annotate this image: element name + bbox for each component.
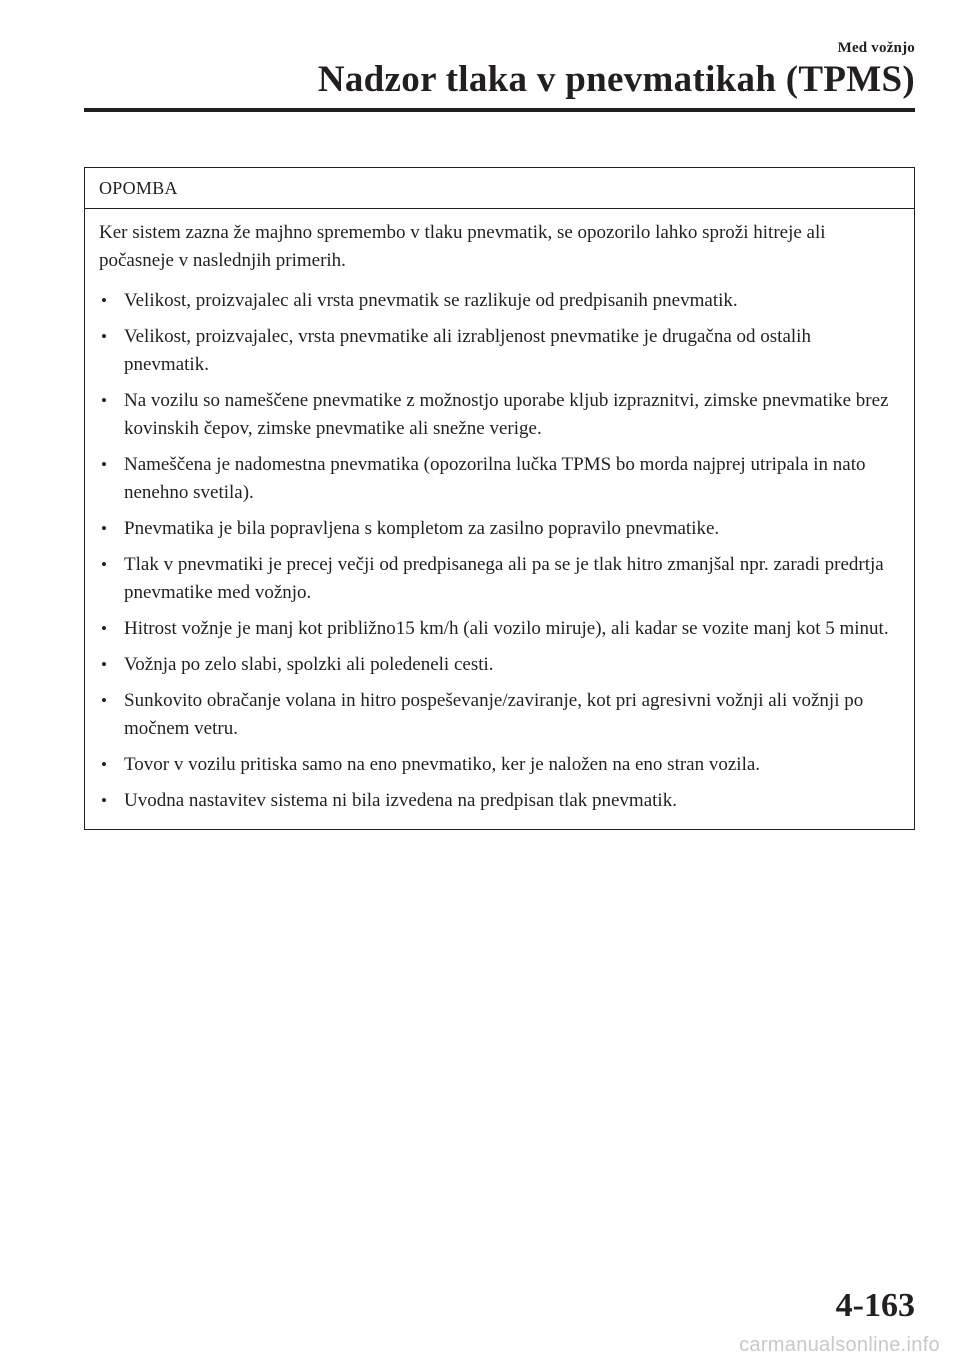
list-item [99,451,900,507]
list-item-text: Pnevmatika je bila popravljena s kompletom za zasilno popravilo pnevmatike. [124,518,720,539]
list-item-text: Uvodna nastavitev sistema ni bila izvedena na predpisan tlak pnevmatik. [124,790,677,811]
bullet-icon: • [101,691,107,710]
bullet-icon: • [101,391,107,410]
list-item [99,751,900,779]
note-body [85,209,914,829]
list-item [99,515,900,543]
list-item-text: Nameščena je nadomestna pnevmatika (opozorilna lučka TPMS bo morda najprej utripala in nato nenehno svetila). [124,454,866,503]
bullet-icon: • [101,519,107,538]
list-item-text: Velikost, proizvajalec ali vrsta pnevmatik se razlikuje od predpisanih pnevmatik. [124,290,738,311]
bullet-icon: • [101,655,107,674]
list-item [99,615,900,643]
bullet-icon: • [101,791,107,810]
list-item [99,687,900,743]
watermark-text: carmanualsonline.info [739,1334,940,1356]
page-number: 4-163 [835,1287,915,1324]
note-intro: Ker sistem zazna že majhno spremembo v tlaku pnevmatik, se opozorilo lahko sproži hitreje ali počasneje v naslednjih primerih. [99,222,826,271]
bullet-icon: • [101,291,107,310]
list-item [99,323,900,379]
bullet-icon: • [101,619,107,638]
list-item-text: Hitrost vožnje je manj kot približno15 km/h (ali vozilo miruje), ali kadar se vozite manj kot 5 minut. [124,618,889,639]
list-item-text: Tlak v pnevmatiki je precej večji od predpisanega ali pa se je tlak hitro zmanjšal npr. zaradi predrtja pnevmatike med vožnjo. [124,554,884,603]
list-item-text: Sunkovito obračanje volana in hitro pospeševanje/zaviranje, kot pri agresivni vožnji ali vožnji po močnem vetru. [124,690,864,739]
title-divider [84,108,915,112]
list-item [99,787,900,815]
note-box [84,167,915,830]
list-item [99,287,900,315]
bullet-icon: • [101,755,107,774]
note-heading: OPOMBA [85,168,914,209]
list-item-text: Tovor v vozilu pritiska samo na eno pnevmatiko, ker je naložen na eno stran vozila. [124,754,761,775]
bullet-icon: • [101,555,107,574]
note-list [99,287,900,815]
list-item [99,387,900,443]
bullet-icon: • [101,327,107,346]
list-item [99,651,900,679]
page-title: Nadzor tlaka v pnevmatikah (TPMS) [317,59,915,100]
list-item-text: Vožnja po zelo slabi, spolzki ali poledeneli cesti. [124,654,494,675]
list-item-text: Na vozilu so nameščene pnevmatike z možnostjo uporabe kljub izpraznitvi, zimske pnevmatike brez kovinskih čepov, zimske pnevmatike ali snežne verige. [124,390,889,439]
section-label: Med vožnjo [837,40,915,56]
bullet-icon: • [101,455,107,474]
list-item-text: Velikost, proizvajalec, vrsta pnevmatike ali izrabljenost pnevmatike je drugačna od ostalih pnevmatik. [124,326,811,375]
list-item [99,551,900,607]
